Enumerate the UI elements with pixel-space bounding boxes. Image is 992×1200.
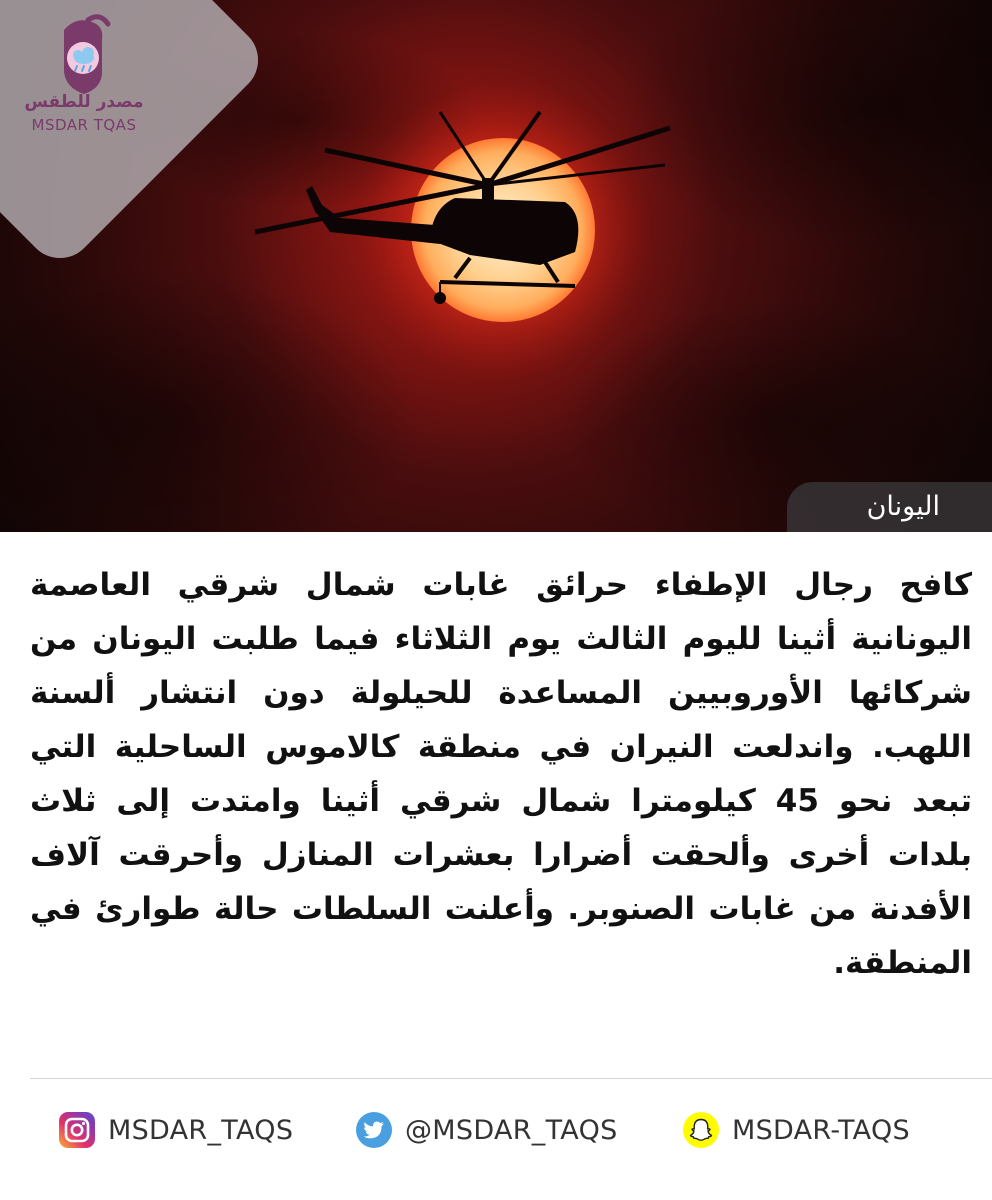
- article-body: كافح رجال الإطفاء حرائق غابات شمال شرقي العاصمة اليونانية أثينا لليوم الثالث يوم الثلاثاء فيما طلبت اليونان من شركائها الأوروبيين المساعدة للحيلولة دون انتشار ألسنة اللهب. واندلعت النيران في منطقة كالاموس الساحلية التي تبعد نحو 45 كيلومترا شمال شرقي أثينا وامتدت إلى ثلاث بلدات أخرى وألحقت أضرارا بعشرات المنازل وأحرقت آلاف الأفدنة من غابات الصنوبر. وأعلنت السلطات حالة طوارئ في المنطقة.: [30, 567, 973, 981]
- brand-name-english: MSDAR TQAS: [31, 116, 137, 134]
- snapchat-handle: MSDAR-TAQS: [732, 1114, 910, 1146]
- brand-name-arabic: مصدر للطقس: [24, 92, 144, 112]
- weather-logo-icon: [44, 14, 124, 100]
- snapchat-icon: [682, 1111, 720, 1149]
- twitter-link[interactable]: [355, 1110, 618, 1150]
- footer-divider: [30, 1078, 992, 1079]
- twitter-handle: @MSDAR_TAQS: [405, 1114, 618, 1146]
- instagram-link[interactable]: [58, 1110, 293, 1150]
- snapchat-link[interactable]: [682, 1110, 910, 1150]
- twitter-icon: [355, 1111, 393, 1149]
- location-label: اليونان: [787, 482, 992, 532]
- instagram-icon: [58, 1111, 96, 1149]
- brand-logo: [0, 0, 190, 170]
- hero-photo: [0, 0, 992, 532]
- social-footer: [0, 1100, 992, 1160]
- instagram-handle: MSDAR_TAQS: [108, 1114, 294, 1146]
